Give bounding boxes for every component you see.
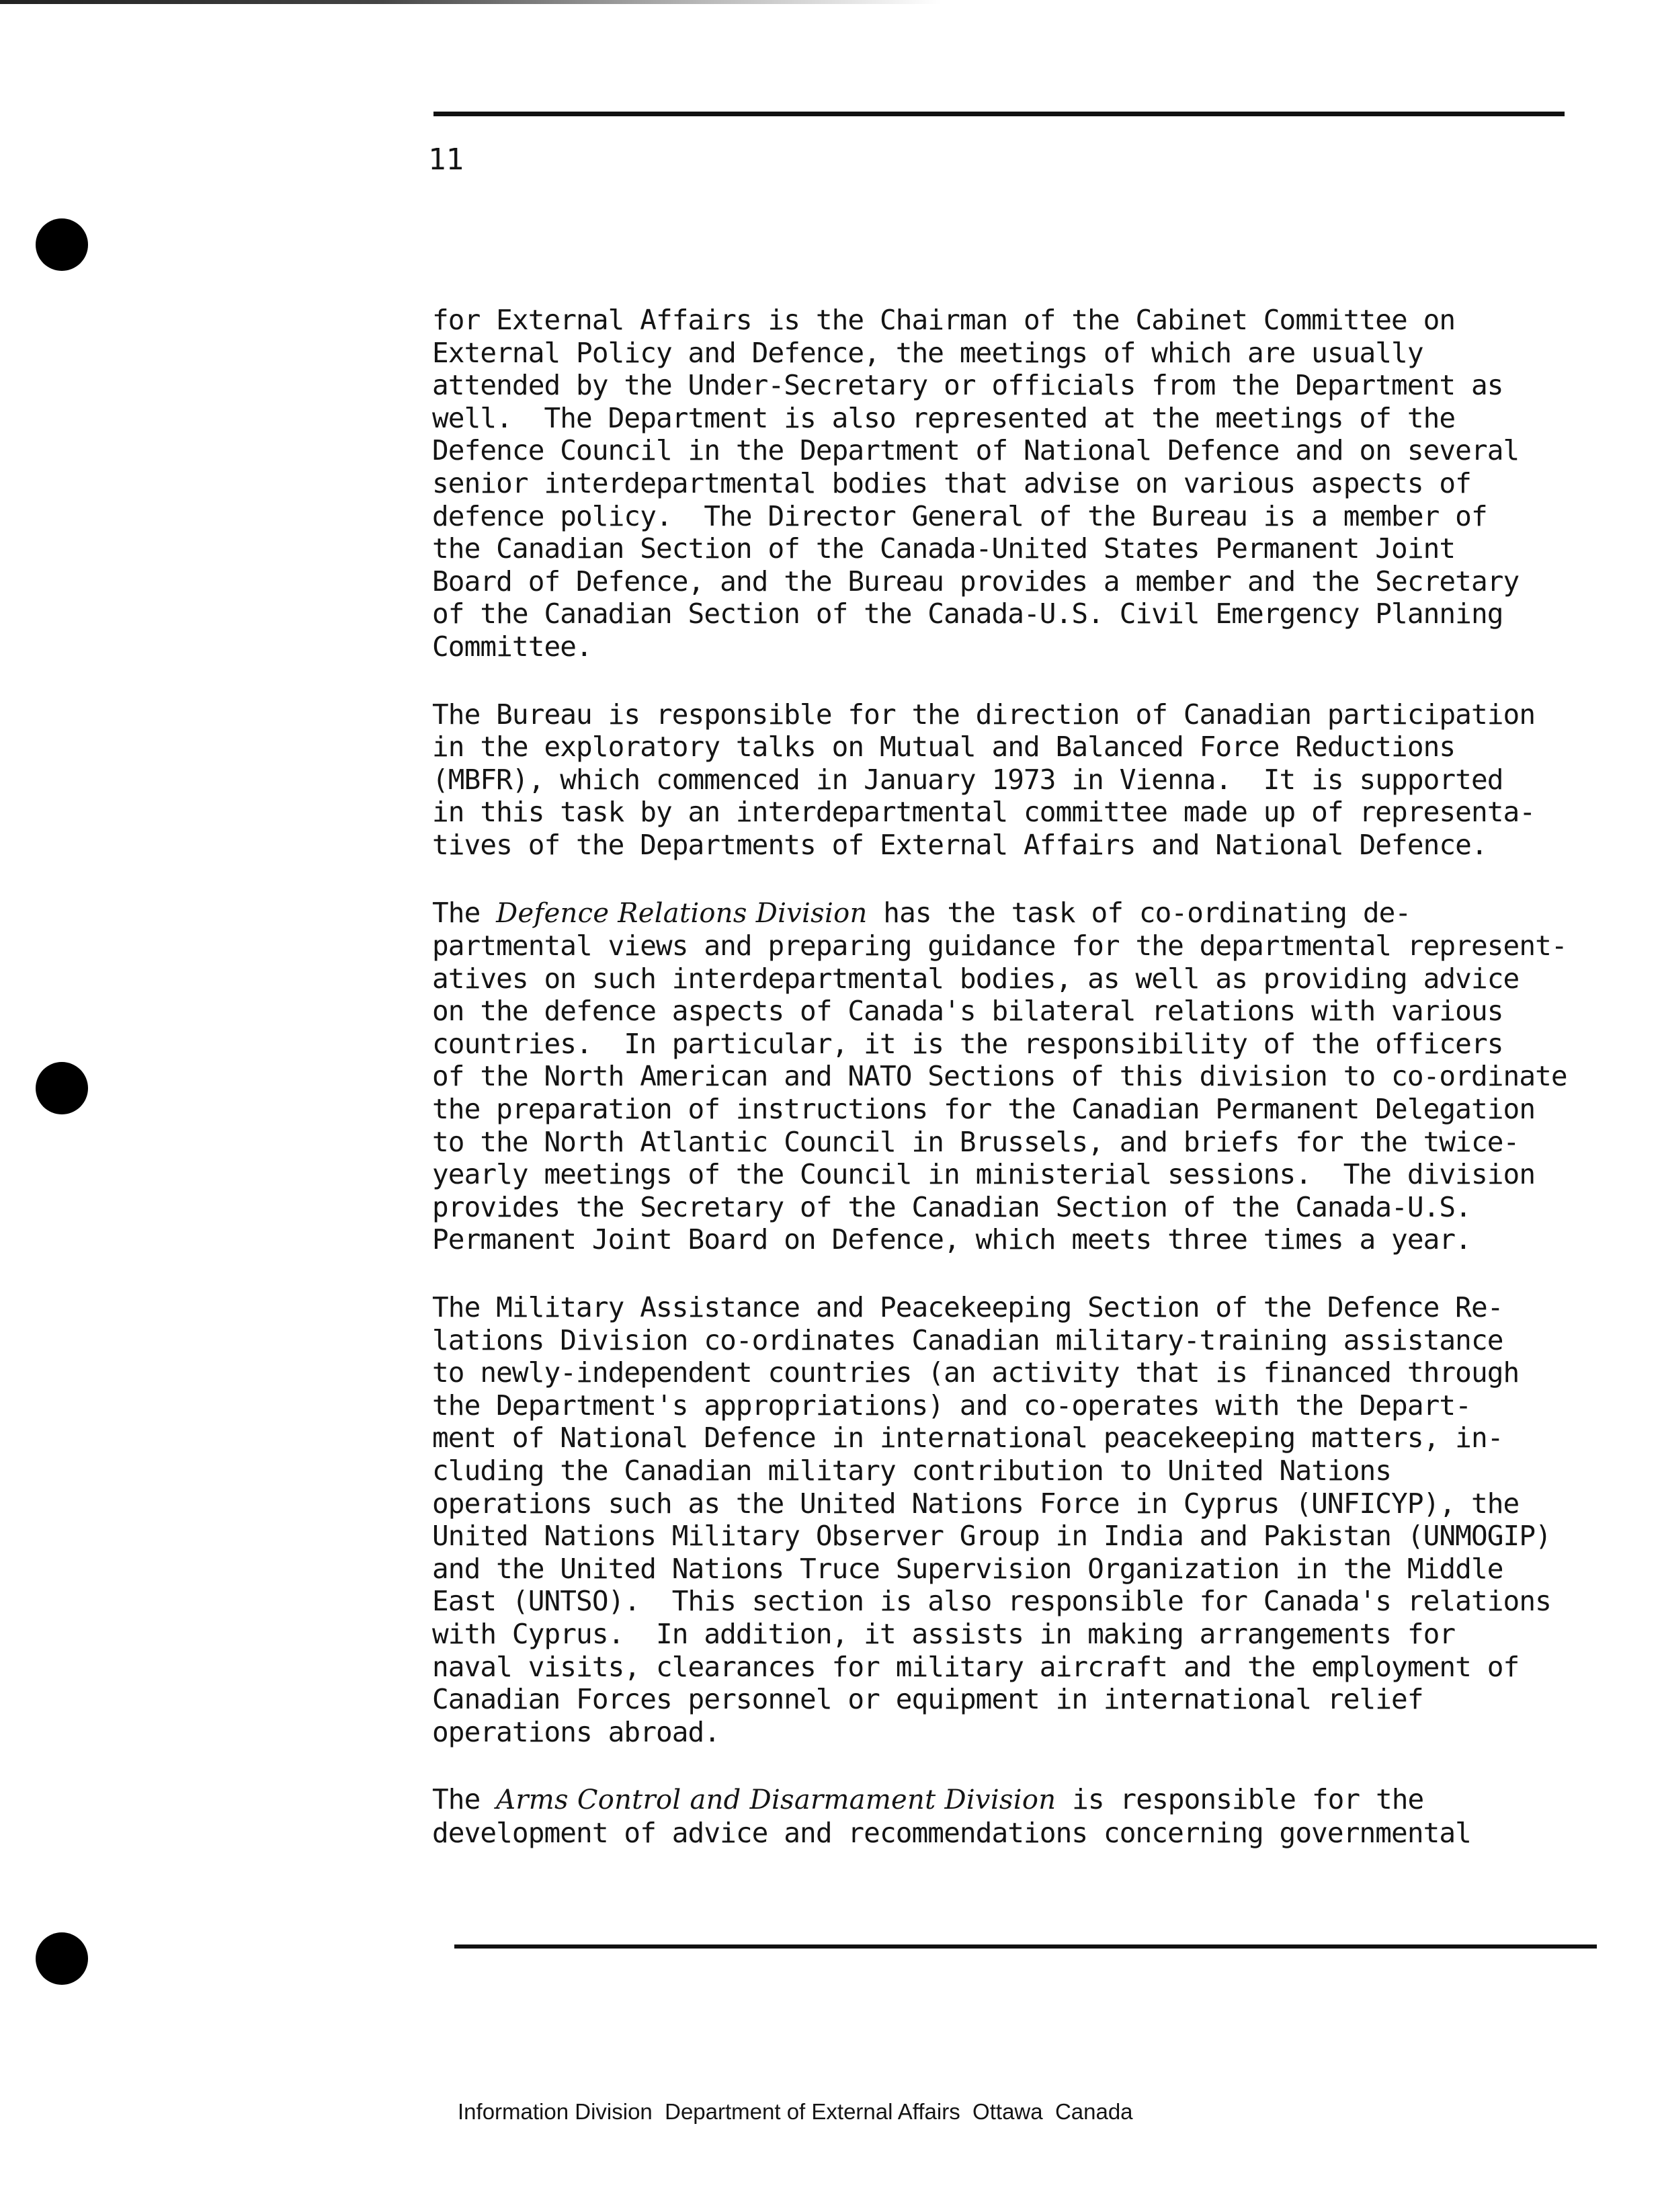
text-run: of the Canadian Section of the Canada-U.S. Civil Emergency Planning — [432, 598, 1503, 630]
text-line — [432, 598, 1628, 630]
division-name: Arms Control and Disarmament Division — [496, 1785, 1056, 1816]
text-run: operations such as the United Nations Force in Cyprus (UNFICYP), the — [432, 1487, 1520, 1520]
text-line — [432, 1028, 1628, 1061]
text-line — [432, 304, 1628, 337]
text-line — [432, 1487, 1628, 1520]
text-line — [432, 1422, 1628, 1455]
text-line — [432, 1356, 1628, 1389]
text-run: naval visits, clearances for military aircraft and the employment of — [432, 1650, 1520, 1683]
text-line — [432, 402, 1628, 435]
text-line — [432, 930, 1628, 962]
text-line — [432, 1520, 1628, 1553]
text-run: provides the Secretary of the Canadian Section of the Canada-U.S. — [432, 1190, 1471, 1223]
text-run: the Canadian Section of the Canada-United States Permanent Joint — [432, 532, 1456, 565]
document-body — [432, 304, 1628, 1885]
text-run: Permanent Joint Board on Defence, which meets three times a year. — [432, 1223, 1471, 1256]
punch-hole — [36, 218, 88, 271]
text-line — [432, 796, 1628, 829]
text-run: External Policy and Defence, the meetings of which are usually — [432, 336, 1423, 369]
text-line — [432, 1324, 1628, 1357]
text-run: is responsible for the — [1056, 1783, 1424, 1816]
text-line — [432, 897, 1628, 930]
text-run: (MBFR), which commenced in January 1973 in Vienna. It is supported — [432, 763, 1503, 796]
text-line — [432, 1223, 1628, 1256]
text-line — [432, 1389, 1628, 1422]
text-line — [432, 1783, 1628, 1817]
text-run: with Cyprus. In addition, it assists in making arrangements for — [432, 1617, 1456, 1650]
text-line — [432, 1618, 1628, 1651]
text-line — [432, 337, 1628, 370]
text-line — [432, 369, 1628, 402]
text-run: attended by the Under-Secretary or officials from the Department as — [432, 369, 1503, 402]
text-run: the Department's appropriations) and co-operates with the Depart- — [432, 1389, 1471, 1422]
text-run: the preparation of instructions for the Canadian Permanent Delegation — [432, 1093, 1536, 1126]
text-run: The — [432, 1783, 497, 1816]
text-run: atives on such interdepartmental bodies, as well as providing advice — [432, 962, 1520, 995]
text-line — [432, 1553, 1628, 1586]
text-line — [432, 1191, 1628, 1224]
division-name: Defence Relations Division — [496, 897, 868, 929]
text-run: ment of National Defence in international peacekeeping matters, in- — [432, 1422, 1503, 1455]
text-run: to newly-independent countries (an activity that is financed through — [432, 1356, 1520, 1389]
text-line — [432, 962, 1628, 995]
text-line — [432, 1455, 1628, 1487]
text-line — [432, 1817, 1628, 1850]
paragraph — [432, 304, 1628, 663]
text-line — [432, 532, 1628, 565]
text-run: countries. In particular, it is the responsibility of the officers — [432, 1027, 1503, 1060]
text-line — [432, 1716, 1628, 1749]
text-run: partmental views and preparing guidance for the departmental represent- — [432, 930, 1567, 962]
text-run: lations Division co-ordinates Canadian military-training assistance — [432, 1323, 1503, 1356]
text-run: The Bureau is responsible for the direction of Canadian participation — [432, 698, 1536, 731]
text-run: on the defence aspects of Canada's bilateral relations with various — [432, 995, 1503, 1028]
text-line — [432, 731, 1628, 764]
paragraph — [432, 1291, 1628, 1748]
text-run: operations abroad. — [432, 1715, 720, 1748]
footer-publisher: Information Division Department of External Affairs Ottawa Canada — [458, 2099, 1133, 2124]
bottom-rule — [454, 1944, 1597, 1949]
paragraph — [432, 897, 1628, 1257]
page-number: 11 — [428, 142, 464, 177]
punch-hole — [36, 1062, 88, 1114]
text-run: has the task of co-ordinating de- — [867, 896, 1411, 929]
text-run: of the North American and NATO Sections of this division to co-ordinate — [432, 1060, 1567, 1093]
scan-edge-artifact — [0, 0, 941, 4]
text-run: senior interdepartmental bodies that advise on various aspects of — [432, 466, 1471, 499]
paragraph — [432, 1783, 1628, 1849]
text-line — [432, 1683, 1628, 1716]
text-line — [432, 434, 1628, 467]
text-line — [432, 995, 1628, 1028]
text-run: Committee. — [432, 630, 592, 663]
text-line — [432, 467, 1628, 500]
text-run: to the North Atlantic Council in Brussels, and briefs for the twice- — [432, 1125, 1520, 1158]
text-run: Defence Council in the Department of National Defence and on several — [432, 434, 1520, 467]
text-line — [432, 829, 1628, 862]
text-line — [432, 1060, 1628, 1093]
text-run: defence policy. The Director General of the Bureau is a member of — [432, 499, 1487, 532]
text-run: development of advice and recommendations concerning governmental — [432, 1816, 1471, 1849]
text-line — [432, 1093, 1628, 1126]
text-line — [432, 500, 1628, 533]
paragraph — [432, 698, 1628, 862]
top-rule — [433, 112, 1565, 116]
text-run: Canadian Forces personnel or equipment in international relief — [432, 1683, 1423, 1716]
text-line — [432, 1585, 1628, 1618]
text-run: The Military Assistance and Peacekeeping Section of the Defence Re- — [432, 1291, 1503, 1324]
text-line — [432, 1291, 1628, 1324]
text-run: East (UNTSO). This section is also responsible for Canada's relations — [432, 1585, 1551, 1618]
text-run: United Nations Military Observer Group in India and Pakistan (UNMOGIP) — [432, 1520, 1551, 1553]
text-line — [432, 1651, 1628, 1684]
text-run: in the exploratory talks on Mutual and Balanced Force Reductions — [432, 731, 1456, 764]
text-line — [432, 764, 1628, 796]
text-run: in this task by an interdepartmental committee made up of representa- — [432, 796, 1536, 829]
text-run: cluding the Canadian military contribution to United Nations — [432, 1455, 1392, 1487]
text-line — [432, 1126, 1628, 1159]
text-run: yearly meetings of the Council in ministerial sessions. The division — [432, 1158, 1536, 1191]
text-run: Board of Defence, and the Bureau provides a member and the Secretary — [432, 565, 1520, 598]
text-run: for External Affairs is the Chairman of the Cabinet Committee on — [432, 304, 1456, 336]
text-line — [432, 1158, 1628, 1191]
text-run: The — [432, 896, 497, 929]
punch-hole — [36, 1932, 88, 1985]
text-line — [432, 630, 1628, 663]
text-line — [432, 698, 1628, 731]
text-line — [432, 565, 1628, 598]
text-run: well. The Department is also represented at the meetings of the — [432, 401, 1456, 434]
text-run: and the United Nations Truce Supervision Organization in the Middle — [432, 1552, 1503, 1585]
text-run: tives of the Departments of External Affairs and National Defence. — [432, 828, 1487, 861]
